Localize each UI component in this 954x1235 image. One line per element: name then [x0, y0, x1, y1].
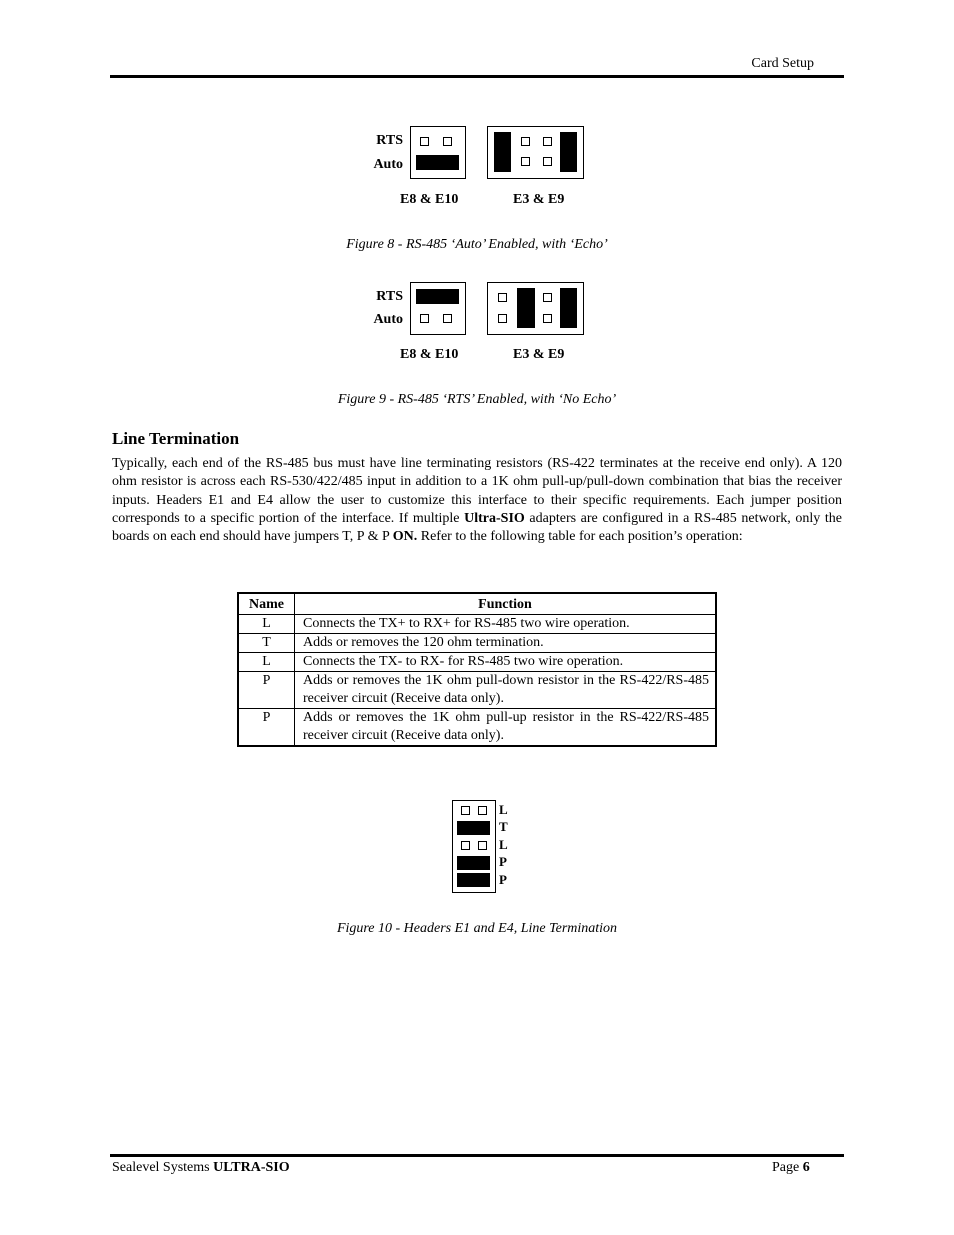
cell-name: P — [238, 709, 295, 747]
cell-name: L — [238, 615, 295, 634]
position-label-l: L — [499, 802, 508, 817]
pin — [543, 157, 552, 166]
table-row — [238, 615, 716, 634]
cell-name: L — [238, 653, 295, 672]
figure-9-caption: Figure 9 - RS-485 ‘RTS’ Enabled, with ‘No Echo’ — [337, 392, 617, 407]
para-text: adapters are configured in a RS-485 network, only the boards on each end should have jumpers T, P & P — [112, 510, 842, 545]
jumper-right — [560, 288, 577, 328]
pin — [478, 841, 487, 850]
jumper-function-table — [237, 592, 717, 747]
position-label-l: L — [499, 837, 508, 852]
table-header-row — [238, 593, 716, 615]
para-text: Typically, each end of the RS-485 bus must have line terminating resistors (RS-422 terminates at the receive end only). A 120 ohm resistor is across each RS-530/422/485 input in addition to a 1K ohm pull-up/pull-down combination that bias the receiver inputs. Headers E1 and E4 allow the user to customize this interface to their specific requirements. Each jumper position corresponds to a specific portion of the interface. If multiple — [112, 456, 842, 526]
table-row — [238, 672, 716, 709]
label-e8-e10: E8 & E10 — [400, 347, 459, 362]
header-rule — [110, 75, 844, 78]
running-header: Card Setup — [751, 56, 814, 71]
jumper-auto — [416, 155, 459, 170]
para-text: Refer to the following table for each position’s operation: — [417, 529, 743, 545]
position-label-p: P — [499, 854, 507, 869]
column-header-function: Function — [295, 593, 717, 615]
para-bold-product: Ultra-SIO — [464, 510, 525, 526]
pin — [443, 314, 452, 323]
cell-name: T — [238, 634, 295, 653]
pin — [521, 157, 530, 166]
jumper-right — [560, 132, 577, 172]
pin — [543, 314, 552, 323]
figure-10-caption: Figure 10 - Headers E1 and E4, Line Termination — [336, 921, 618, 936]
label-e8-e10: E8 & E10 — [400, 192, 459, 207]
column-header-name: Name — [238, 593, 295, 615]
cell-name: P — [238, 672, 295, 709]
footer-company-name: Sealevel Systems — [112, 1160, 214, 1175]
table-row — [238, 634, 716, 653]
jumper-middle — [517, 288, 535, 328]
position-label-p: P — [499, 872, 507, 887]
row-label-rts: RTS — [376, 289, 403, 304]
pin — [543, 137, 552, 146]
header-e3-e9 — [487, 282, 584, 335]
cell-function: Connects the TX+ to RX+ for RS-485 two wire operation. — [295, 615, 717, 634]
figure-8-caption: Figure 8 - RS-485 ‘Auto’ Enabled, with ‘Echo’ — [346, 237, 608, 252]
label-e3-e9: E3 & E9 — [513, 347, 565, 362]
cell-function: Connects the TX- to RX- for RS-485 two wire operation. — [295, 653, 717, 672]
pin — [498, 314, 507, 323]
jumper-rts — [416, 289, 459, 304]
header-e8-e10 — [410, 126, 466, 179]
header-e8-e10 — [410, 282, 466, 335]
jumper-t — [457, 821, 490, 835]
position-label-t: T — [499, 819, 508, 834]
pin — [543, 293, 552, 302]
table-row — [238, 653, 716, 672]
pin — [420, 314, 429, 323]
pin — [521, 137, 530, 146]
section-paragraph — [112, 455, 842, 546]
cell-function: Adds or removes the 120 ohm termination. — [295, 634, 717, 653]
footer-company — [112, 1160, 290, 1176]
header-e1-e4 — [452, 800, 496, 893]
cell-function: Adds or removes the 1K ohm pull-up resistor in the RS-422/RS-485 receiver circuit (Receive data only). — [295, 709, 717, 747]
footer-page-number: 6 — [802, 1160, 810, 1175]
pin — [461, 841, 470, 850]
pin — [498, 293, 507, 302]
jumper-p — [457, 873, 490, 887]
footer-rule — [110, 1154, 844, 1157]
para-bold-on: ON. — [392, 529, 418, 545]
pin — [478, 806, 487, 815]
label-e3-e9: E3 & E9 — [513, 192, 565, 207]
row-label-auto: Auto — [373, 157, 403, 172]
footer-product-name: ULTRA-SIO — [213, 1160, 290, 1175]
table-row — [238, 709, 716, 747]
pin — [443, 137, 452, 146]
footer-page — [772, 1160, 810, 1176]
section-title: Line Termination — [112, 429, 240, 448]
pin — [461, 806, 470, 815]
header-e3-e9 — [487, 126, 584, 179]
jumper-left — [494, 132, 511, 172]
pin — [420, 137, 429, 146]
cell-function: Adds or removes the 1K ohm pull-down resistor in the RS-422/RS-485 receiver circuit (Receive data only). — [295, 672, 717, 709]
row-label-auto: Auto — [373, 312, 403, 327]
jumper-p — [457, 856, 490, 870]
footer-page-label: Page — [772, 1160, 803, 1175]
row-label-rts: RTS — [376, 133, 403, 148]
